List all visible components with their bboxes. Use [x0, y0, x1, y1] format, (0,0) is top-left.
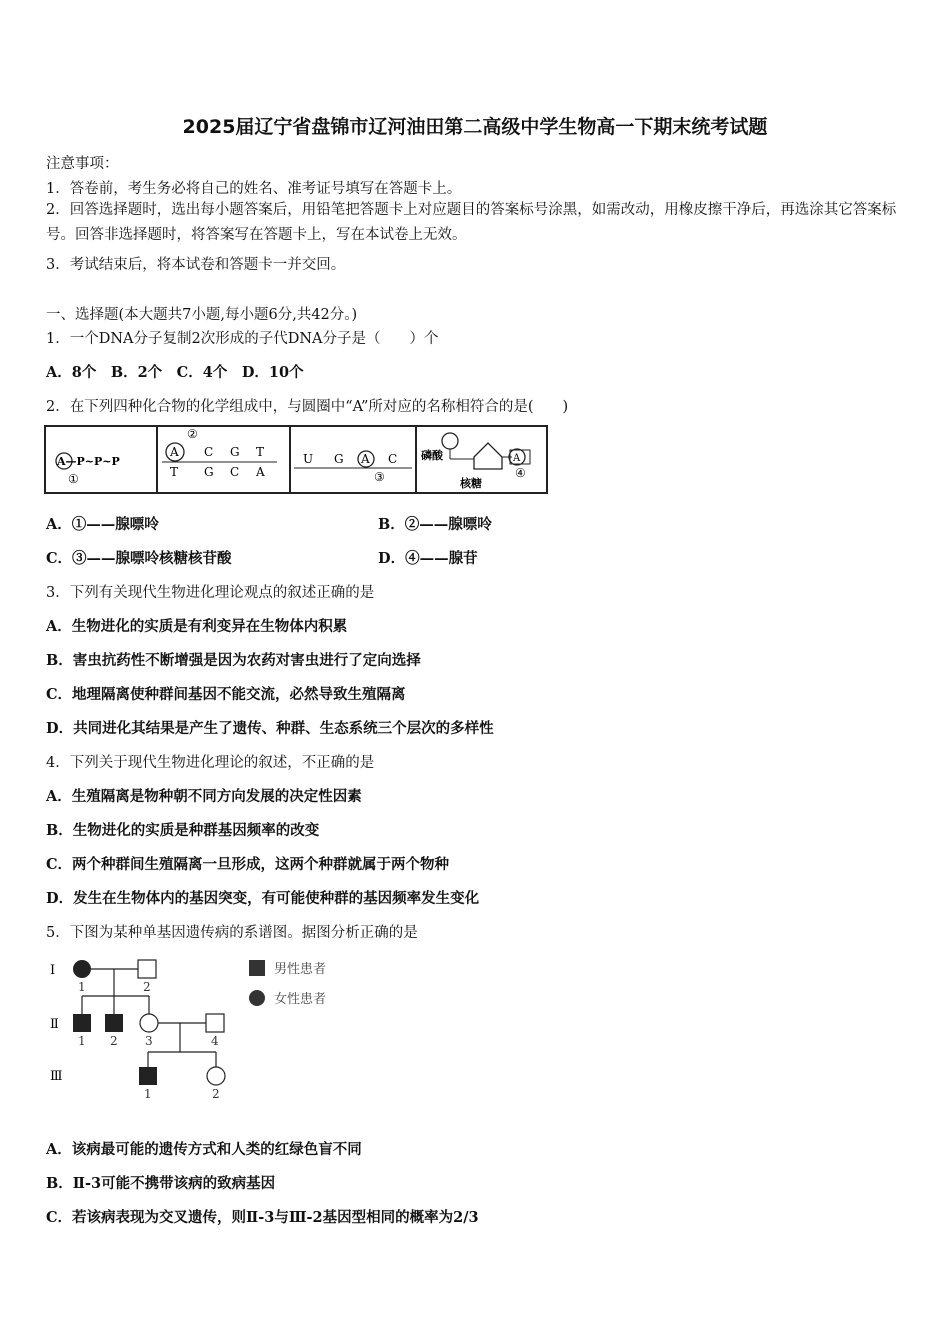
page-title: 2025届辽宁省盘锦市辽河油田第二高级中学生物高一下期末统考试题	[182, 116, 768, 138]
q2-option-c: C．③——腺嘌呤核糖核苷酸	[46, 550, 232, 567]
generation-1-label: Ⅰ	[50, 963, 56, 978]
q3-option-b: B．害虫抗药性不断增强是因为农药对害虫进行了定向选择	[46, 652, 421, 669]
legend-male-patient: 男性患者	[274, 962, 327, 977]
q3-option-a: A．生物进化的实质是有利变异在生物体内积累	[46, 618, 348, 635]
generation-3-label: Ⅲ	[50, 1069, 63, 1084]
iii2-number: 2	[212, 1087, 220, 1101]
q5-option-a: A．该病最可能的遗传方式和人类的红绿色盲不同	[46, 1141, 362, 1158]
q3-option-c: C．地理隔离使种群间基因不能交流，必然导致生殖隔离	[46, 686, 406, 703]
panel-1-chain: A—P~P~P	[57, 455, 120, 468]
notice-heading: 注意事项：	[46, 156, 119, 172]
q5-pedigree	[44, 952, 354, 1107]
panel-2-top-3: G	[230, 445, 240, 459]
figure-panel-3	[294, 451, 412, 484]
q4-option-b: B．生物进化的实质是种群基因频率的改变	[46, 822, 320, 839]
legend-female-patient: 女性患者	[274, 992, 327, 1007]
figure-panel-4	[421, 433, 530, 490]
q2-option-b: B．②——腺嘌呤	[378, 516, 492, 533]
panel-3-base-1: U	[303, 452, 314, 466]
panel-1-number: ①	[68, 472, 79, 486]
panel-4-base: A	[513, 453, 521, 464]
q5-option-c: C．若该病表现为交叉遗传，则Ⅱ-3与Ⅲ-2基因型相同的概率为2/3	[46, 1209, 479, 1226]
q2-figure	[44, 425, 549, 497]
figure-panel-2	[162, 427, 277, 479]
panel-4-phosphate: 磷酸	[421, 449, 443, 462]
q2-option-d: D．④——腺苷	[378, 550, 478, 567]
panel-2-top-2: C	[204, 445, 214, 459]
panel-4-number: ④	[515, 466, 526, 480]
panel-3-base-4: C	[388, 452, 398, 466]
q1-stem: 1．一个DNA分子复制2次形成的子代DNA分子是（ ）个	[46, 331, 439, 347]
notice-item-2: 2．回答选择题时，选出每小题答案后，用铅笔把答题卡上对应题目的答案标号涂黑，如需改动，用橡皮擦干净后，再选涂其它答案标号。回答非选择题时，将答案写在答题卡上，写在本试卷上无效。	[46, 202, 897, 243]
i1-number: 1	[78, 980, 86, 994]
panel-3-number: ③	[374, 470, 385, 484]
panel-2-number: ②	[187, 427, 198, 441]
panel-2-bottom-2: G	[204, 465, 214, 479]
panel-2-bottom-3: C	[230, 465, 240, 479]
section-heading: 一、选择题(本大题共7小题,每小题6分,共42分。)	[46, 307, 358, 323]
notice-item-3: 3．考试结束后，将本试卷和答题卡一并交回。	[46, 257, 346, 273]
q5-stem: 5．下图为某种单基因遗传病的系谱图。据图分析正确的是	[46, 925, 418, 941]
q3-option-d: D．共同进化其结果是产生了遗传、种群、生态系统三个层次的多样性	[46, 720, 494, 737]
panel-4-sugar: 核糖	[460, 477, 482, 490]
q2-option-a: A．①——腺嘌呤	[46, 516, 159, 533]
panel-2-bottom-1: T	[170, 465, 179, 479]
i2-number: 2	[143, 980, 151, 994]
panel-2-top-4: T	[256, 445, 265, 459]
iii1-number: 1	[144, 1087, 152, 1101]
panel-2-top-1: A	[170, 445, 179, 459]
ii3-number: 3	[145, 1034, 153, 1048]
generation-2-label: Ⅱ	[50, 1017, 59, 1032]
q4-option-c: C．两个种群间生殖隔离一旦形成，这两个种群就属于两个物种	[46, 856, 450, 873]
panel-3-base-3: A	[361, 452, 370, 466]
ii1-number: 1	[78, 1034, 86, 1048]
q4-option-d: D．发生在生物体内的基因突变，有可能使种群的基因频率发生变化	[46, 890, 480, 907]
q2-stem: 2．在下列四种化合物的化学组成中，与圆圈中“A”所对应的名称相符合的是( )	[46, 399, 569, 415]
q3-stem: 3．下列有关现代生物进化理论观点的叙述正确的是	[46, 585, 375, 601]
figure-panel-1	[56, 453, 120, 486]
panel-2-bottom-4: A	[256, 465, 265, 479]
panel-3-base-2: G	[334, 452, 344, 466]
ii2-number: 2	[110, 1034, 118, 1048]
q1-options: A．8个 B．2个 C．4个 D．10个	[46, 364, 304, 381]
q4-stem: 4．下列关于现代生物进化理论的叙述，不正确的是	[46, 755, 375, 771]
q4-option-a: A．生殖隔离是物种朝不同方向发展的决定性因素	[46, 788, 362, 805]
q5-option-b: B．Ⅱ-3可能不携带该病的致病基因	[46, 1175, 276, 1192]
ii4-number: 4	[211, 1034, 219, 1048]
notice-item-1: 1．答卷前，考生务必将自己的姓名、准考证号填写在答题卡上。	[46, 181, 462, 197]
